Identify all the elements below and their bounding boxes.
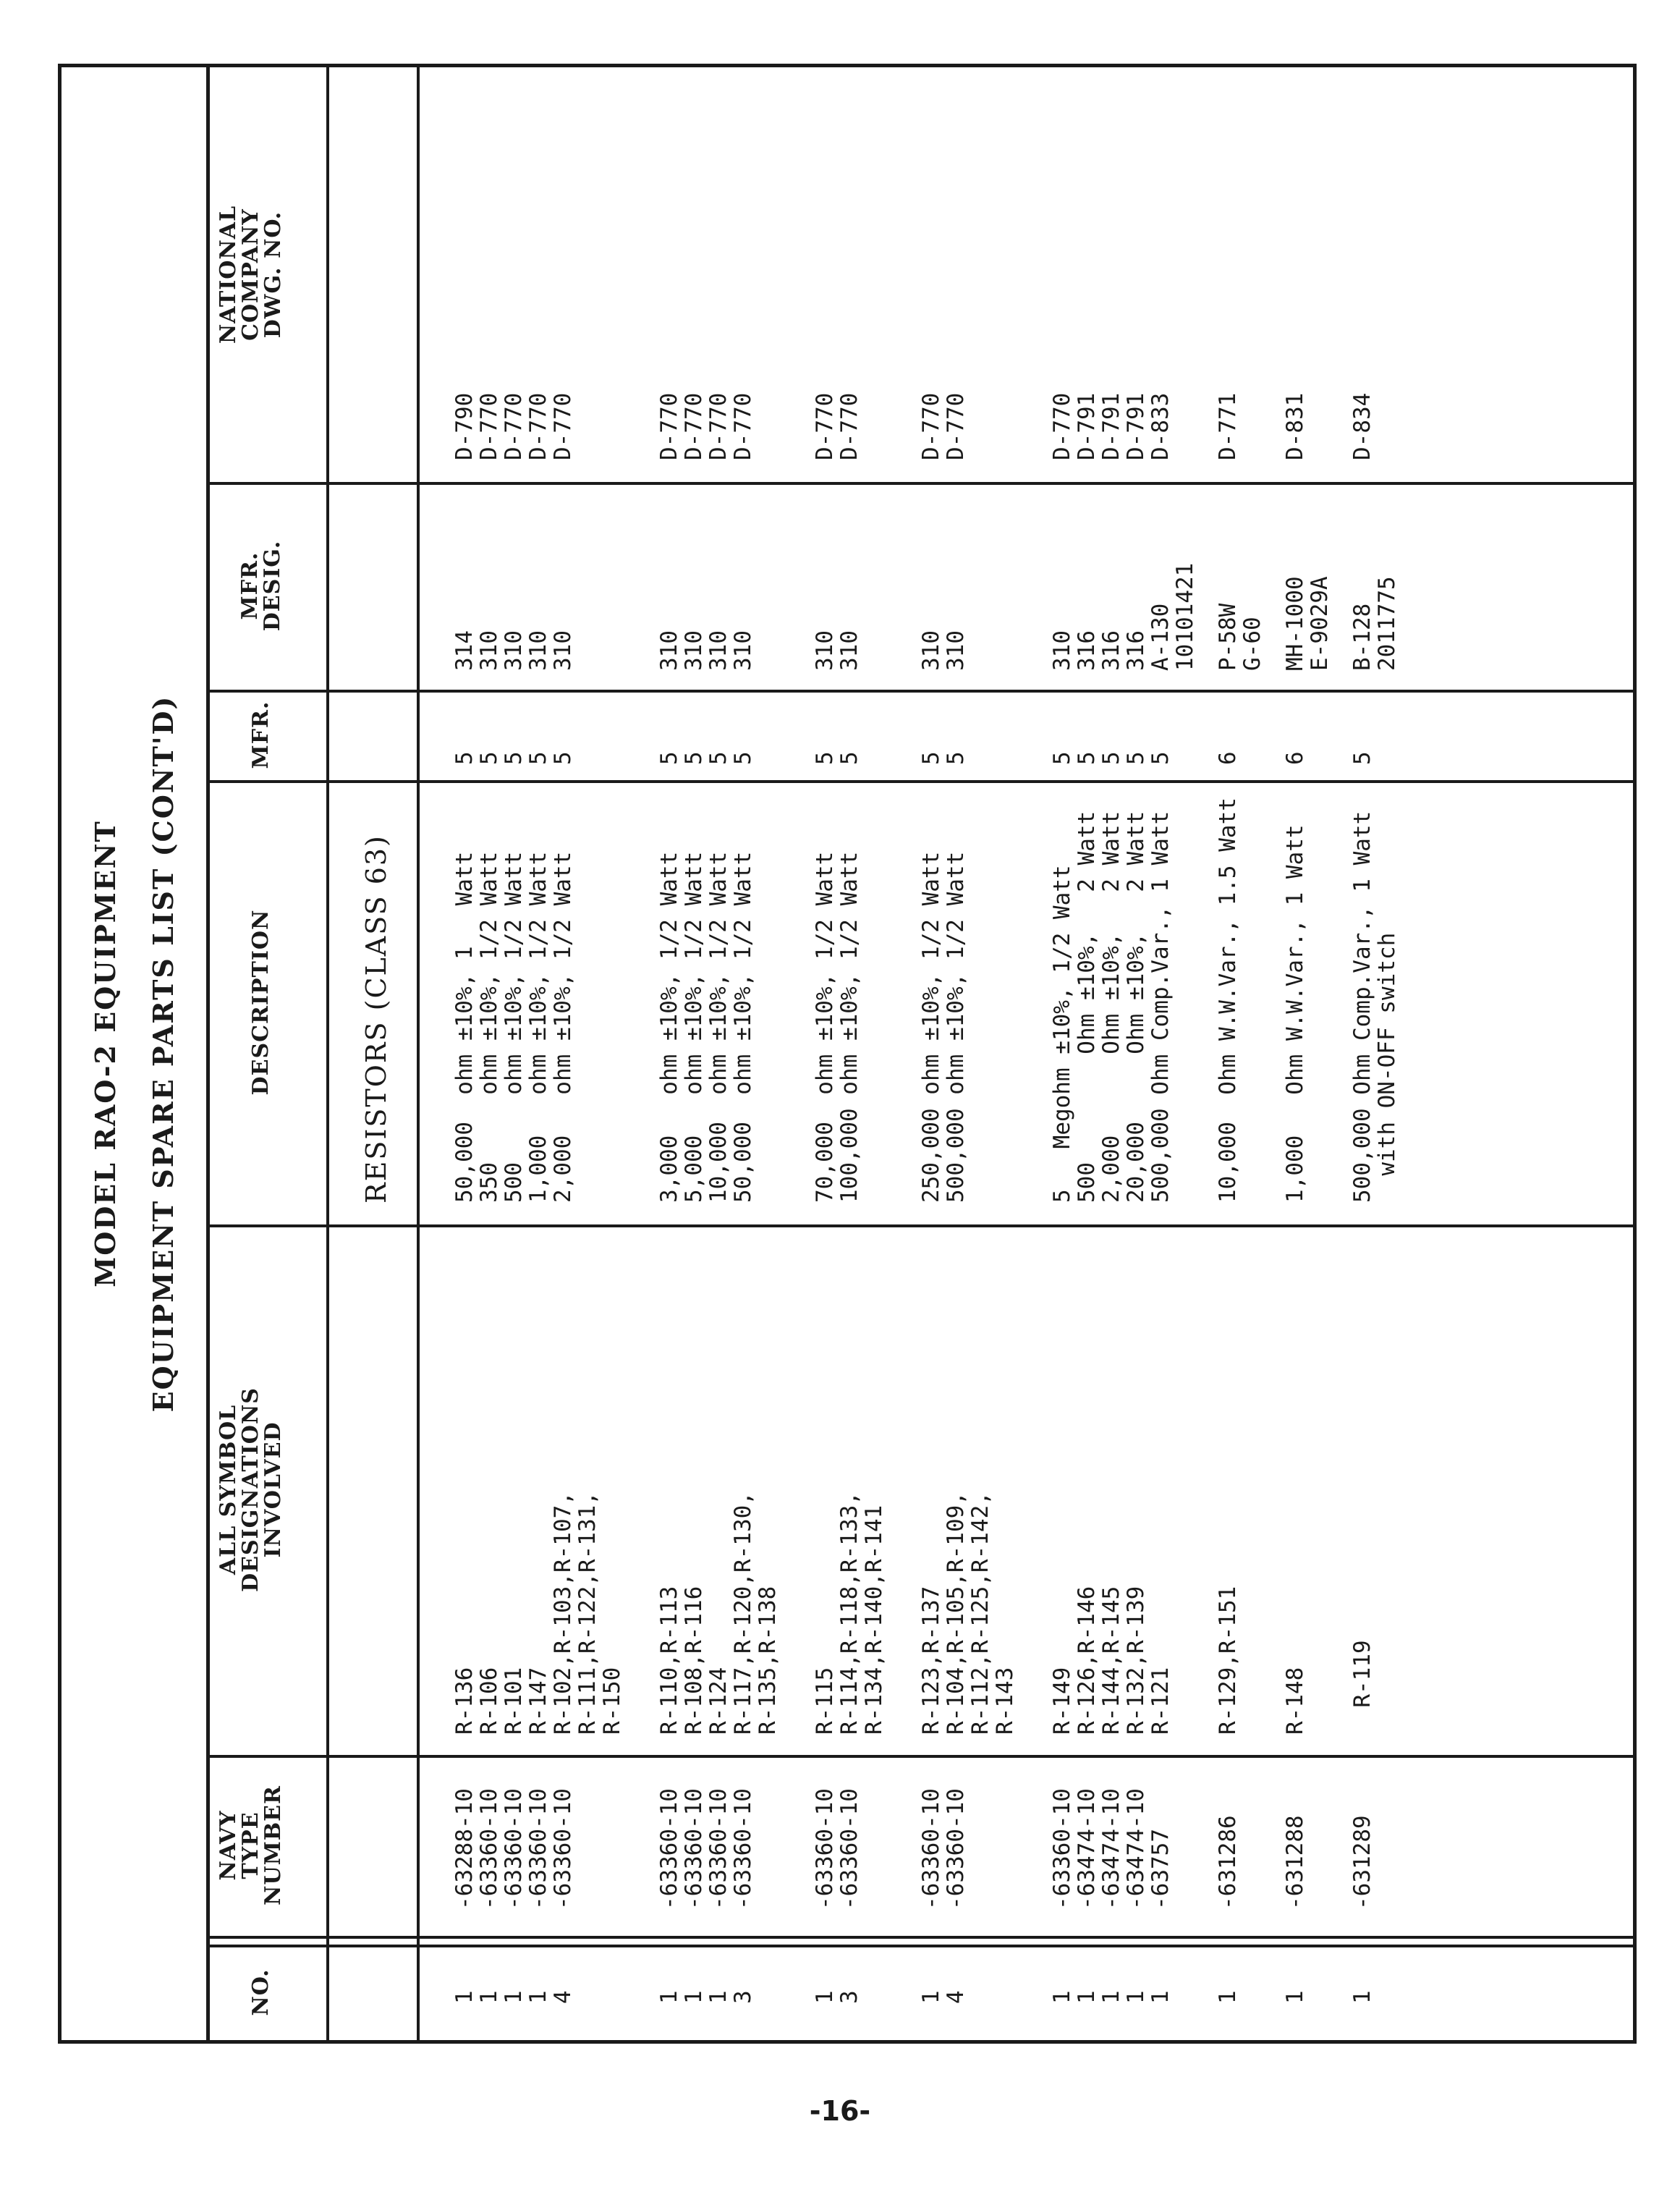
description-cell: 250,000 ohm ±10%, 1/2 Watt — [918, 851, 944, 1203]
qty-cell: 1 — [656, 1990, 682, 2004]
dwg-no-cell: D-791 — [1074, 392, 1100, 460]
qty-cell: 1 — [451, 1990, 478, 2004]
dwg-no-cell: D-770 — [918, 392, 944, 460]
symbol-cell: R-110,R-113 — [656, 1586, 682, 1735]
symbol-cell: R-101 — [501, 1667, 527, 1735]
mfr-cell: 5 — [836, 751, 862, 765]
description-cell: 10,000 ohm ±10%, 1/2 Watt — [705, 851, 731, 1203]
mfr-cell: 5 — [525, 751, 551, 765]
mfr-cell: 5 — [730, 751, 756, 765]
qty-cell: 1 — [1147, 1990, 1174, 2004]
qty-cell: 1 — [1349, 1990, 1375, 2004]
symbol-cell: R-114,R-118,R-133, — [836, 1492, 862, 1735]
table-row — [1240, 67, 1265, 2040]
table-row — [501, 67, 526, 2040]
mfr-cell: 5 — [1349, 751, 1375, 765]
table-row — [1216, 67, 1240, 2040]
navy-type-cell: -63474-10 — [1123, 1788, 1149, 1910]
dwg-no-cell: D-770 — [550, 392, 576, 460]
dwg-no-cell: D-770 — [943, 392, 969, 460]
mfr-desig-cell: 310 — [501, 630, 527, 671]
description-cell: 1,000 ohm ±10%, 1/2 Watt — [525, 851, 551, 1203]
mfr-cell: 5 — [1123, 751, 1149, 765]
qty-cell: 1 — [1098, 1990, 1124, 2004]
description-cell: 500,000 Ohm Comp.Var., 1 Watt — [1147, 811, 1174, 1203]
table-row — [862, 67, 886, 2040]
qty-cell: 4 — [550, 1990, 576, 2004]
dwg-no-cell: D-791 — [1123, 392, 1149, 460]
navy-type-cell: -63360-10 — [525, 1788, 551, 1910]
header-dwg-no: NATIONAL COMPANY DWG. NO. — [216, 205, 286, 344]
navy-type-cell: -63360-10 — [730, 1788, 756, 1910]
description-cell: 2,000 ohm ±10%, 1/2 Watt — [550, 851, 576, 1203]
table-row — [755, 67, 780, 2040]
dwg-no-cell: D-770 — [681, 392, 707, 460]
table-row — [1350, 67, 1375, 2040]
mfr-desig-cell: 310 — [918, 630, 944, 671]
symbol-cell: R-112,R-125,R-142, — [967, 1492, 993, 1735]
table-row — [526, 67, 551, 2040]
mfr-cell: 5 — [812, 751, 838, 765]
navy-type-cell: -631286 — [1215, 1815, 1241, 1910]
mfr-desig-cell: 310 — [525, 630, 551, 671]
mfr-cell: 5 — [656, 751, 682, 765]
navy-type-cell: -63360-10 — [918, 1788, 944, 1910]
symbol-cell: R-149 — [1049, 1667, 1075, 1735]
symbol-cell: R-119 — [1349, 1640, 1375, 1735]
mfr-cell: 5 — [943, 751, 969, 765]
dwg-no-cell: D-770 — [1049, 392, 1075, 460]
symbol-cell: R-102,R-103,R-107, — [550, 1492, 576, 1735]
page-number: -16- — [809, 2095, 871, 2127]
table-row — [837, 67, 862, 2040]
mfr-cell: 5 — [1098, 751, 1124, 765]
table-row — [1375, 67, 1399, 2040]
title-band — [61, 67, 210, 2040]
table-row — [657, 67, 682, 2040]
symbol-cell: R-104,R-105,R-109, — [943, 1492, 969, 1735]
mfr-desig-cell: E-9029A — [1307, 576, 1333, 671]
dwg-no-cell: D-791 — [1098, 392, 1124, 460]
navy-type-cell: -63360-10 — [550, 1788, 576, 1910]
mfr-cell: 6 — [1215, 751, 1241, 765]
symbol-cell: R-106 — [476, 1667, 502, 1735]
symbol-cell: R-115 — [812, 1667, 838, 1735]
mfr-desig-cell: A-130 — [1147, 603, 1174, 671]
qty-cell: 1 — [501, 1990, 527, 2004]
mfr-cell: 5 — [1147, 751, 1174, 765]
mfr-desig-cell: 310 — [656, 630, 682, 671]
symbol-cell: R-108,R-116 — [681, 1586, 707, 1735]
table-row — [1148, 67, 1173, 2040]
mfr-desig-cell: 310 — [943, 630, 969, 671]
table-row — [452, 67, 477, 2040]
mfr-desig-cell: MH-1000 — [1282, 576, 1308, 671]
mfr-desig-cell: 310 — [476, 630, 502, 671]
mfr-cell: 5 — [918, 751, 944, 765]
qty-cell: 1 — [681, 1990, 707, 2004]
mfr-desig-cell: B-128 — [1349, 603, 1375, 671]
description-cell: 2,000 Ohm ±10%, 2 Watt — [1098, 811, 1124, 1203]
symbol-cell: R-135,R-138 — [755, 1586, 781, 1735]
description-cell: 5 Megohm ±10%, 1/2 Watt — [1049, 865, 1075, 1203]
dwg-no-cell: D-770 — [836, 392, 862, 460]
dwg-no-cell: D-770 — [705, 392, 731, 460]
qty-cell: 1 — [705, 1990, 731, 2004]
symbol-cell: R-144,R-145 — [1098, 1586, 1124, 1735]
mfr-desig-cell: 310 — [812, 630, 838, 671]
table-row — [706, 67, 731, 2040]
mfr-desig-cell: 310 — [550, 630, 576, 671]
qty-cell: 1 — [476, 1990, 502, 2004]
qty-cell: 3 — [836, 1990, 862, 2004]
section-title: RESISTORS (CLASS 63) — [360, 834, 392, 1203]
description-cell: 50,000 ohm ±10%, 1/2 Watt — [730, 851, 756, 1203]
document-subtitle: EQUIPMENT SPARE PARTS LIST (CONT'D) — [147, 695, 179, 1413]
description-cell: 20,000 Ohm ±10%, 2 Watt — [1123, 811, 1149, 1203]
navy-type-cell: -631288 — [1282, 1815, 1308, 1910]
mfr-desig-cell: P-58W — [1215, 603, 1241, 671]
description-cell: 50,000 ohm ±10%, 1 Watt — [451, 851, 478, 1203]
table-row — [731, 67, 755, 2040]
table-row — [477, 67, 501, 2040]
description-cell: 500 ohm ±10%, 1/2 Watt — [501, 851, 527, 1203]
description-cell: 500,000 Ohm Comp.Var., 1 Watt — [1349, 811, 1375, 1203]
symbol-cell: R-117,R-120,R-130, — [730, 1492, 756, 1735]
header-mfr-desig: MFR. DESIG. — [237, 540, 285, 632]
mfr-cell: 5 — [705, 751, 731, 765]
symbol-cell: R-150 — [599, 1667, 625, 1735]
dwg-no-cell: D-770 — [812, 392, 838, 460]
description-cell: 3,000 ohm ±10%, 1/2 Watt — [656, 851, 682, 1203]
navy-type-cell: -63288-10 — [451, 1788, 478, 1910]
qty-cell: 1 — [1123, 1990, 1149, 2004]
navy-type-cell: -63757 — [1147, 1829, 1174, 1910]
description-cell: 100,000 ohm ±10%, 1/2 Watt — [836, 851, 862, 1203]
qty-cell: 1 — [812, 1990, 838, 2004]
description-cell: 350 ohm ±10%, 1/2 Watt — [476, 851, 502, 1203]
mfr-cell: 5 — [1049, 751, 1075, 765]
navy-type-cell: -63360-10 — [1049, 1788, 1075, 1910]
qty-cell: 1 — [1215, 1990, 1241, 2004]
qty-cell: 1 — [1049, 1990, 1075, 2004]
table-row — [1173, 67, 1197, 2040]
description-cell: 500,000 ohm ±10%, 1/2 Watt — [943, 851, 969, 1203]
navy-type-cell: -63474-10 — [1074, 1788, 1100, 1910]
description-cell: with ON-OFF switch — [1374, 932, 1400, 1203]
table-row — [600, 67, 624, 2040]
symbol-cell: R-124 — [705, 1667, 731, 1735]
navy-type-cell: -63360-10 — [836, 1788, 862, 1910]
rotated-sheet — [61, 67, 1633, 2040]
description-cell: 500 Ohm ±10%, 2 Watt — [1074, 811, 1100, 1203]
dwg-no-cell: D-770 — [525, 392, 551, 460]
header-symbols: ALL SYMBOL DESIGNATIONS INVOLVED — [216, 1387, 286, 1592]
table-row — [1099, 67, 1124, 2040]
symbol-cell: R-126,R-146 — [1074, 1586, 1100, 1735]
navy-type-cell: -631289 — [1349, 1815, 1375, 1910]
table-frame — [58, 64, 1637, 2044]
symbol-cell: R-147 — [525, 1667, 551, 1735]
mfr-desig-cell: 310 — [705, 630, 731, 671]
symbol-cell: R-111,R-122,R-131, — [574, 1492, 601, 1735]
symbol-cell: R-136 — [451, 1667, 478, 1735]
dwg-no-cell: D-831 — [1282, 392, 1308, 460]
header-no: NO. — [248, 1968, 273, 2016]
mfr-cell: 5 — [681, 751, 707, 765]
document-title: MODEL RAO-2 EQUIPMENT — [89, 820, 122, 1287]
mfr-desig-cell: 316 — [1074, 630, 1100, 671]
navy-type-cell: -63360-10 — [656, 1788, 682, 1910]
navy-type-cell: -63360-10 — [943, 1788, 969, 1910]
mfr-desig-cell: 316 — [1098, 630, 1124, 671]
symbol-cell: R-143 — [992, 1667, 1018, 1735]
mfr-desig-cell: 310 — [836, 630, 862, 671]
description-cell: 1,000 Ohm W.W.Var., 1 Watt — [1282, 824, 1308, 1203]
table-row — [968, 67, 993, 2040]
mfr-desig-cell: 2011775 — [1374, 576, 1400, 671]
mfr-desig-cell: 314 — [451, 630, 478, 671]
table-row — [682, 67, 706, 2040]
table-row — [1124, 67, 1148, 2040]
symbol-cell: R-123,R-137 — [918, 1586, 944, 1735]
navy-type-cell: -63360-10 — [501, 1788, 527, 1910]
qty-cell: 1 — [1282, 1990, 1308, 2004]
mfr-cell: 5 — [550, 751, 576, 765]
mfr-desig-cell: 310 — [730, 630, 756, 671]
table-row — [813, 67, 837, 2040]
header-description: DESCRIPTION — [248, 909, 273, 1096]
navy-type-cell: -63474-10 — [1098, 1788, 1124, 1910]
table-row — [1283, 67, 1307, 2040]
table-row — [1074, 67, 1099, 2040]
description-cell: 70,000 ohm ±10%, 1/2 Watt — [812, 851, 838, 1203]
table-row — [919, 67, 943, 2040]
dwg-no-cell: D-770 — [730, 392, 756, 460]
symbol-cell: R-134,R-140,R-141 — [861, 1505, 887, 1735]
navy-type-cell: -63360-10 — [681, 1788, 707, 1910]
symbol-cell: R-121 — [1147, 1667, 1174, 1735]
mfr-cell: 6 — [1282, 751, 1308, 765]
navy-type-cell: -63360-10 — [705, 1788, 731, 1910]
mfr-cell: 5 — [1074, 751, 1100, 765]
dwg-no-cell: D-790 — [451, 392, 478, 460]
dwg-no-cell: D-770 — [501, 392, 527, 460]
symbol-cell: R-148 — [1282, 1667, 1308, 1735]
mfr-desig-cell: 10101421 — [1172, 562, 1198, 671]
qty-cell: 1 — [1074, 1990, 1100, 2004]
navy-type-cell: -63360-10 — [812, 1788, 838, 1910]
table-row — [993, 67, 1017, 2040]
mfr-cell: 5 — [501, 751, 527, 765]
table-row — [1307, 67, 1332, 2040]
dwg-no-cell: D-833 — [1147, 392, 1174, 460]
dwg-no-cell: D-770 — [656, 392, 682, 460]
navy-type-cell: -63360-10 — [476, 1788, 502, 1910]
mfr-cell: 5 — [451, 751, 478, 765]
description-cell: 5,000 ohm ±10%, 1/2 Watt — [681, 851, 707, 1203]
table-row — [1050, 67, 1074, 2040]
table-row — [575, 67, 600, 2040]
table-row — [943, 67, 968, 2040]
mfr-desig-cell: 310 — [1049, 630, 1075, 671]
dwg-no-cell: D-770 — [476, 392, 502, 460]
mfr-desig-cell: G-60 — [1239, 617, 1265, 671]
qty-cell: 3 — [730, 1990, 756, 2004]
dwg-no-cell: D-771 — [1215, 392, 1241, 460]
qty-cell: 4 — [943, 1990, 969, 2004]
qty-cell: 1 — [525, 1990, 551, 2004]
mfr-desig-cell: 316 — [1123, 630, 1149, 671]
header-navy-type: NAVY TYPE NUMBER — [216, 1785, 286, 1905]
symbol-cell: R-132,R-139 — [1123, 1586, 1149, 1735]
description-cell: 10,000 Ohm W.W.Var., 1.5 Watt — [1215, 798, 1241, 1203]
dwg-no-cell: D-834 — [1349, 392, 1375, 460]
symbol-cell: R-129,R-151 — [1215, 1586, 1241, 1735]
qty-cell: 1 — [918, 1990, 944, 2004]
mfr-cell: 5 — [476, 751, 502, 765]
header-mfr: MFR. — [248, 701, 273, 769]
mfr-desig-cell: 310 — [681, 630, 707, 671]
table-row — [551, 67, 575, 2040]
